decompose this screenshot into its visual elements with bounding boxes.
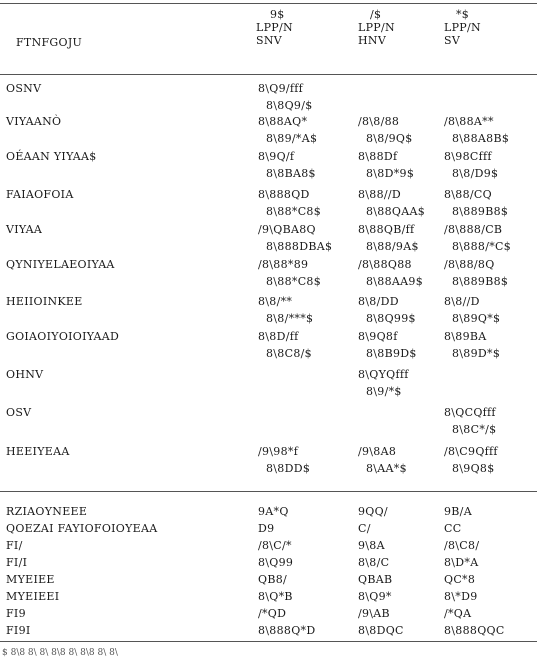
stat-label: FI9 bbox=[6, 607, 26, 620]
column-header-3: *$ LPP/N SV bbox=[444, 8, 481, 47]
coefficient-value: /8\88/8Q bbox=[444, 258, 495, 271]
stat-label: MYEIEE bbox=[6, 573, 55, 586]
stat-value: QB8/ bbox=[258, 573, 288, 586]
column-header-2: /$ LPP/N HNV bbox=[358, 8, 395, 47]
coefficient-value: 8\8/** bbox=[258, 295, 293, 308]
standard-error-value: 8\8C*/$ bbox=[452, 423, 497, 436]
coefficient-value: /8\888/CB bbox=[444, 223, 503, 236]
stat-value: /*QA bbox=[444, 607, 472, 620]
stat-value: 9B/A bbox=[444, 505, 472, 518]
coefficient-value: 8\QYQfff bbox=[358, 368, 409, 381]
row-label: HEEIYEAA bbox=[6, 445, 70, 458]
stat-value: 8\Q99 bbox=[258, 556, 294, 569]
coefficient-value: 8\88Df bbox=[358, 150, 398, 163]
standard-error-value: 8\889B8$ bbox=[452, 275, 509, 288]
coefficient-value: 8\9Q/f bbox=[258, 150, 295, 163]
stat-value: /8\C/* bbox=[258, 539, 292, 552]
coefficient-value: /8\C9Qfff bbox=[444, 445, 498, 458]
stat-value: 8\Q*B bbox=[258, 590, 293, 603]
coefficient-value: 8\88QB/ff bbox=[358, 223, 415, 236]
stat-value: 8\*D9 bbox=[444, 590, 478, 603]
coefficient-value: 8\QCQfff bbox=[444, 406, 496, 419]
table-footnote: $ 8\8 8\ 8\ 8\8 8\ 8\8 8\ 8\ bbox=[2, 648, 118, 658]
coefficient-value: 8\888QD bbox=[258, 188, 310, 201]
column-header-1: 9$ LPP/N SNV bbox=[256, 8, 293, 47]
coefficient-value: 8\8/DD bbox=[358, 295, 399, 308]
coefficient-value: /9\QBA8Q bbox=[258, 223, 316, 236]
standard-error-value: 8\888/*C$ bbox=[452, 240, 512, 253]
standard-error-value: 8\88QAA$ bbox=[366, 205, 426, 218]
stat-label: FI/ bbox=[6, 539, 23, 552]
standard-error-value: 8\88/9A$ bbox=[366, 240, 419, 253]
coefficient-value: 8\88//D bbox=[358, 188, 402, 201]
stat-value: QBAB bbox=[358, 573, 393, 586]
standard-error-value: 8\8D*9$ bbox=[366, 167, 415, 180]
coefficient-value: /8\88*89 bbox=[258, 258, 309, 271]
stat-label: FI/I bbox=[6, 556, 28, 569]
stat-value: QC*8 bbox=[444, 573, 476, 586]
coefficient-value: /9\8A8 bbox=[358, 445, 397, 458]
row-label: QYNIYELAEOIYAA bbox=[6, 258, 115, 271]
row-label: OSV bbox=[6, 406, 32, 419]
stat-value: 8\888Q*D bbox=[258, 624, 316, 637]
stats-rule bbox=[0, 491, 537, 492]
standard-error-value: 8\8C8/$ bbox=[266, 347, 312, 360]
stat-value: /9\AB bbox=[358, 607, 390, 620]
standard-error-value: 8\89/*A$ bbox=[266, 132, 318, 145]
top-rule bbox=[0, 3, 537, 4]
coefficient-value: 8\8//D bbox=[444, 295, 480, 308]
coefficient-value: 8\89BA bbox=[444, 330, 487, 343]
coefficient-value: /8\88Q88 bbox=[358, 258, 412, 271]
stat-value: 9\8A bbox=[358, 539, 385, 552]
coefficient-value: 8\98Cfff bbox=[444, 150, 492, 163]
row-label: FAIAOFOIA bbox=[6, 188, 74, 201]
stat-label: FI9I bbox=[6, 624, 31, 637]
standard-error-value: 8\9Q8$ bbox=[452, 462, 495, 475]
standard-error-value: 8\888DBA$ bbox=[266, 240, 333, 253]
row-label: HEIIOINKEE bbox=[6, 295, 83, 308]
standard-error-value: 8\88AA9$ bbox=[366, 275, 423, 288]
stat-value: 8\D*A bbox=[444, 556, 479, 569]
standard-error-value: 8\8B9D$ bbox=[366, 347, 417, 360]
coefficient-value: /9\98*f bbox=[258, 445, 299, 458]
row-label: OSNV bbox=[6, 82, 42, 95]
stat-value: 8\8/C bbox=[358, 556, 390, 569]
stat-value: 9A*Q bbox=[258, 505, 289, 518]
coefficient-value: 8\88AQ* bbox=[258, 115, 308, 128]
standard-error-value: 8\88A8B$ bbox=[452, 132, 510, 145]
standard-error-value: 8\89Q*$ bbox=[452, 312, 501, 325]
standard-error-value: 8\889B8$ bbox=[452, 205, 509, 218]
coefficient-value: /8\8/88 bbox=[358, 115, 400, 128]
row-label: VIYAA bbox=[6, 223, 43, 236]
standard-error-value: 8\8Q9/$ bbox=[266, 99, 313, 112]
row-label: GOIAOIYOIOIYAAD bbox=[6, 330, 120, 343]
stat-value: D9 bbox=[258, 522, 275, 535]
standard-error-value: 8\8BA8$ bbox=[266, 167, 316, 180]
bottom-rule bbox=[0, 641, 537, 642]
stat-value: CC bbox=[444, 522, 462, 535]
coefficient-value: 8\9Q8f bbox=[358, 330, 398, 343]
coefficient-value: /8\88A** bbox=[444, 115, 494, 128]
coefficient-value: 8\88/CQ bbox=[444, 188, 492, 201]
standard-error-value: 8\8/***$ bbox=[266, 312, 314, 325]
stat-value: 8\8DQC bbox=[358, 624, 404, 637]
standard-error-value: 8\AA*$ bbox=[366, 462, 407, 475]
row-label: VIYAANÒ bbox=[6, 115, 62, 128]
standard-error-value: 8\8DD$ bbox=[266, 462, 311, 475]
stat-label: QOEZAI FAYIOFOIOYEAA bbox=[6, 522, 158, 535]
header-rule bbox=[0, 74, 537, 75]
stat-value: 8\888QQC bbox=[444, 624, 505, 637]
coefficient-value: 8\Q9/fff bbox=[258, 82, 304, 95]
stat-value: /*QD bbox=[258, 607, 287, 620]
standard-error-value: 8\89D*$ bbox=[452, 347, 501, 360]
standard-error-value: 8\8/D9$ bbox=[452, 167, 499, 180]
standard-error-value: 8\88*C8$ bbox=[266, 205, 322, 218]
standard-error-value: 8\8/9Q$ bbox=[366, 132, 413, 145]
row-label: OHNV bbox=[6, 368, 44, 381]
stat-value: 9QQ/ bbox=[358, 505, 388, 518]
row-label: OÉAAN YIYAA$ bbox=[6, 150, 97, 163]
standard-error-value: 8\9/*$ bbox=[366, 385, 402, 398]
stat-value: C/ bbox=[358, 522, 371, 535]
coefficient-value: 8\8D/ff bbox=[258, 330, 299, 343]
header-row-label: FTNFGOJU bbox=[16, 36, 83, 49]
standard-error-value: 8\88*C8$ bbox=[266, 275, 322, 288]
stat-label: RZIAOYNEEE bbox=[6, 505, 88, 518]
stat-label: MYEIEEI bbox=[6, 590, 60, 603]
standard-error-value: 8\8Q99$ bbox=[366, 312, 416, 325]
stat-value: 8\Q9* bbox=[358, 590, 392, 603]
stat-value: /8\C8/ bbox=[444, 539, 480, 552]
